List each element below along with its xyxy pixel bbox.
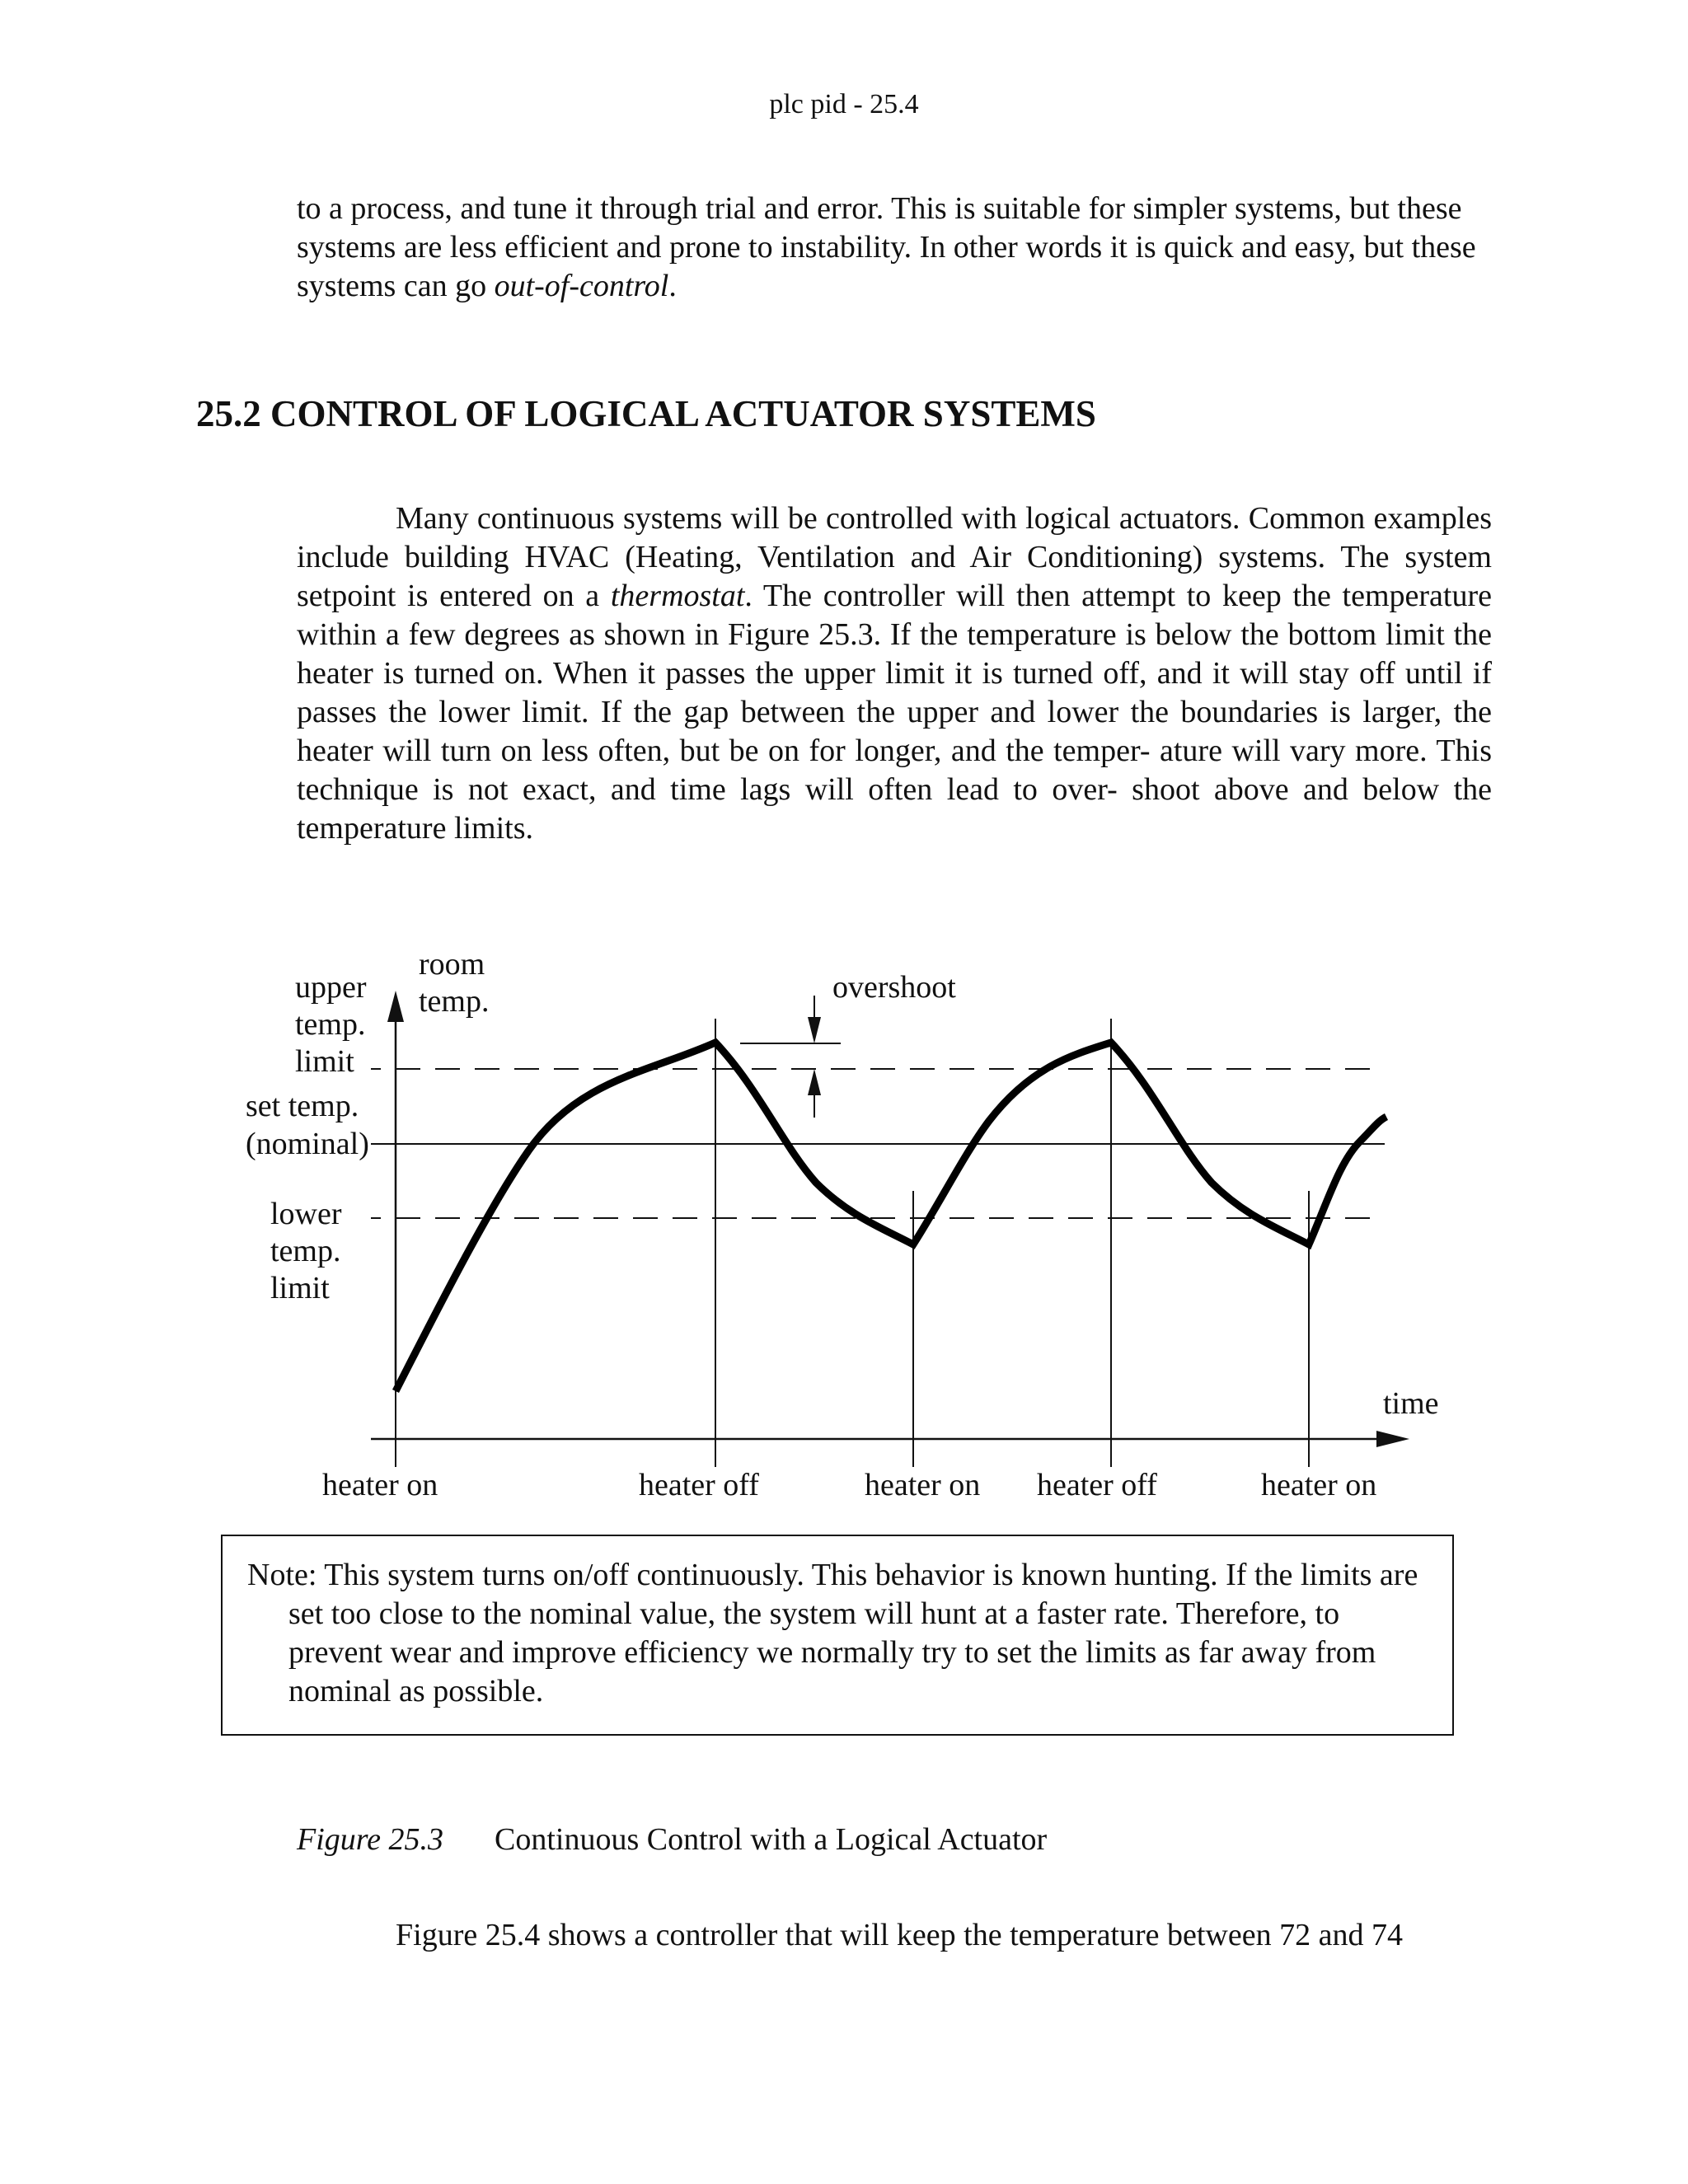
next-paragraph: Figure 25.4 shows a controller that will keep the temperature between 72 and 74 xyxy=(396,1918,1403,1952)
lower-label-2: temp. xyxy=(270,1234,341,1268)
x-axis-arrow xyxy=(1376,1431,1409,1447)
overshoot-label: overshoot xyxy=(832,970,956,1005)
lower-label-3: limit xyxy=(270,1271,330,1305)
note-box xyxy=(221,1535,1454,1736)
event-label-4: heater off xyxy=(1037,1468,1157,1502)
figure-diagram xyxy=(0,923,1688,1566)
overshoot-arrowhead-down xyxy=(808,1017,821,1043)
temperature-curve xyxy=(396,1043,1386,1391)
body-paragraph xyxy=(297,499,1492,848)
event-label-5: heater on xyxy=(1261,1468,1377,1502)
body-emphasis: thermostat xyxy=(610,579,745,613)
event-label-2: heater off xyxy=(639,1468,759,1502)
running-header: plc pid - 25.4 xyxy=(769,89,919,120)
set-label-1: set temp. xyxy=(246,1089,359,1123)
upper-label-2: temp. xyxy=(295,1007,366,1042)
section-title: 25.2 CONTROL OF LOGICAL ACTUATOR SYSTEMS xyxy=(196,393,1096,434)
intro-emphasis: out-of-control xyxy=(494,269,669,303)
body-text-2: . The controller will then attempt to keep the temperature within a few degrees as shown in Figure 25.3. If the temperature is below the bottom limit the heater is turned on. When it passes the upper limit it is turned off, and it will stay off until if passes the lower limit. If the gap between the upper and lower the boundaries is larger, the heater will turn on less often, but be on for longer, and the temper- ature will vary more. This technique is not exact, and time lags will often lead to over- shoot above and below the temperature limits. xyxy=(297,579,1492,846)
figure-title: Continuous Control with a Logical Actuator xyxy=(495,1822,1048,1857)
upper-label-1: upper xyxy=(295,970,367,1005)
room-temp-label-1: room xyxy=(419,947,485,982)
event-label-3: heater on xyxy=(865,1468,981,1502)
lower-label-1: lower xyxy=(270,1197,342,1231)
upper-label-3: limit xyxy=(295,1044,354,1079)
intro-text: to a process, and tune it through trial and error. This is suitable for simpler systems, but these systems are less efficient and prone to instability. In other words it is quick and easy, but these systems can go xyxy=(297,191,1476,303)
time-label: time xyxy=(1383,1386,1439,1421)
figure-number: Figure 25.3 xyxy=(297,1822,444,1857)
overshoot-arrowhead-up xyxy=(808,1069,821,1095)
thermostat-diagram xyxy=(0,923,1688,1566)
note-text: Note: This system turns on/off continuously. This behavior is known hunting. If the limits are set too close to the nominal value, the system will hunt at a faster rate. Therefore, to prevent wear and improve efficiency we normally try to set the limits as far away from nominal as possible. xyxy=(247,1558,1418,1708)
event-label-1: heater on xyxy=(322,1468,438,1502)
room-temp-label-2: temp. xyxy=(419,984,490,1019)
y-axis-arrow xyxy=(387,991,404,1022)
figure-caption xyxy=(297,1821,1047,1858)
set-label-2: (nominal) xyxy=(246,1127,369,1161)
body-text-1: Many continuous systems will be controlled with logical actuators. Common examples include building HVAC (Heating, Ventilation and Air Conditioning) systems. The system setpoint is entered on a xyxy=(297,501,1492,613)
intro-paragraph xyxy=(297,190,1492,306)
intro-tail: . xyxy=(668,269,677,303)
